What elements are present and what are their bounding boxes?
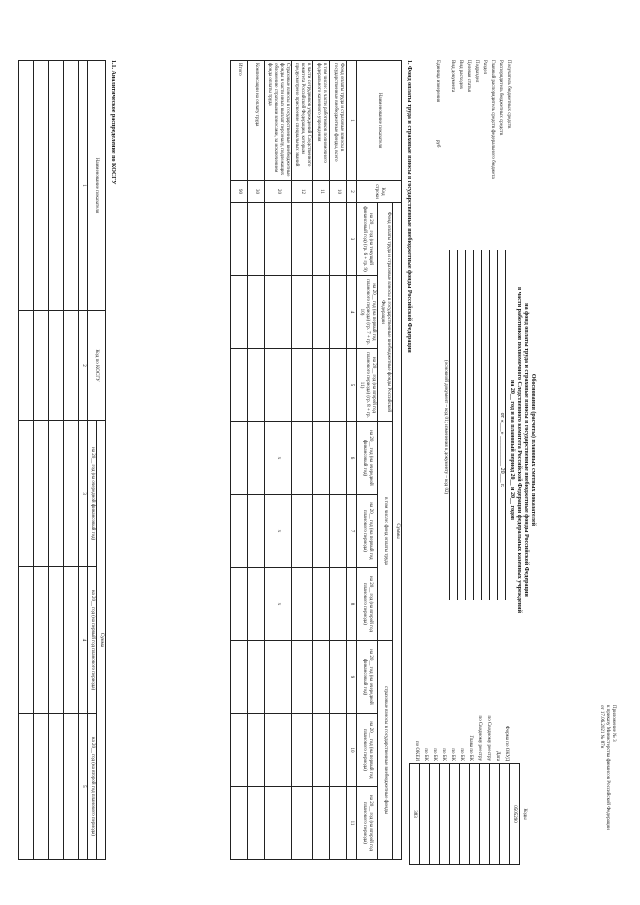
appendix-line-2: к приказу Министерства финансов Российской Федерации [605, 705, 610, 830]
value-cell [292, 349, 313, 422]
code-value [429, 764, 439, 864]
table-row [19, 61, 34, 860]
payroll-table-body [231, 61, 347, 860]
row-name: Страховые взносы в государственные внебюджетные фонды в части иных выплат персоналу, подлежащих обложению страховыми взносами, за исключением фонда оплаты труда [265, 61, 292, 181]
value-cell [292, 568, 313, 641]
table-row [265, 61, 292, 860]
year-header: на 20__ год (на первый год планового периода) (гр. 7 + гр. 10) [357, 276, 378, 349]
field-row [433, 60, 441, 600]
value-cell [313, 641, 330, 714]
code-label: по БК [432, 748, 437, 761]
value-cell [231, 787, 248, 860]
field-label: Главный распорядитель средств федерального бюджета [490, 60, 495, 179]
value-cell [265, 349, 292, 422]
value-cell [313, 422, 330, 495]
value-cell [313, 276, 330, 349]
value-cell [265, 276, 292, 349]
field-label: Целевая статья [466, 60, 471, 92]
value-cell [231, 276, 248, 349]
value-cell [248, 349, 265, 422]
field-line [449, 250, 450, 600]
value-cell [313, 203, 330, 276]
code-label: Дата [495, 751, 500, 761]
codes-labels [412, 651, 511, 761]
value-cell [330, 568, 347, 641]
col-number: 10 [347, 714, 357, 787]
row-code: 90 [231, 181, 248, 203]
codes-box [409, 763, 527, 865]
col-number: 2 [79, 311, 88, 421]
code-value [489, 764, 499, 864]
appendix-line-1: Приложение № 3 [611, 705, 616, 742]
title-line-4: на 20__ год и на плановый период 20__ и 20__ годов [509, 379, 515, 521]
col-kosgu-header: Код по КОСГУ [88, 311, 106, 421]
header-fields [433, 60, 512, 600]
section-1-heading: 1. Фонд оплаты труда и страховые взносы в государственные внебюджетные фонды Российской Федерации [406, 60, 412, 353]
value-cell [330, 349, 347, 422]
value-cell [330, 203, 347, 276]
field-row [496, 60, 504, 600]
col-number: 7 [347, 495, 357, 568]
col-name-header: Наименование показателя [88, 61, 106, 311]
value-cell [292, 276, 313, 349]
table-row [330, 61, 347, 860]
col-number: 3 [347, 203, 357, 276]
value-cell [292, 422, 313, 495]
value-cell [248, 422, 265, 495]
field-row [472, 60, 480, 600]
table-row [248, 61, 265, 860]
value-cell [313, 787, 330, 860]
value-cell [231, 422, 248, 495]
value-cell [265, 203, 292, 276]
table-row [49, 61, 64, 860]
field-label: Подраздел [474, 60, 479, 83]
field-line [497, 250, 498, 600]
payroll-table [230, 60, 402, 860]
year-header: на 20__ год (на второй год планового периода) (гр. 8 + гр. 11) [357, 349, 378, 422]
code-value [499, 764, 509, 864]
value-cell [313, 495, 330, 568]
value-cell [330, 495, 347, 568]
table-row [292, 61, 313, 860]
value-cell [330, 641, 347, 714]
code-label: Глава по БК [468, 735, 473, 761]
value-cell [231, 641, 248, 714]
value-cell [330, 276, 347, 349]
col-number: 5 [347, 349, 357, 422]
table-row [64, 61, 79, 860]
title-line-2: на фонд оплаты труда и страховые взносы в государственные внебюджетные фонды Российской Федерации [523, 303, 529, 597]
doc-type-hint: (основной документ – код 01; изменения к документу – код 02) [443, 360, 448, 495]
sums-header: Суммы [393, 203, 402, 860]
year-header: на 20__ год (на первый год планового периода) [357, 495, 378, 568]
row-name: Фонд оплаты труда и страховые взносы в государственные внебюджетные фонды, всего [330, 61, 347, 181]
value-cell [313, 714, 330, 787]
col-name-header: Наименование показателя [357, 61, 402, 181]
value-cell: x [265, 495, 292, 568]
code-label: по БК [450, 748, 455, 761]
field-row [504, 60, 512, 600]
section-1-1-heading: 1.1. Аналитическое распределение по КОСГУ [110, 60, 116, 185]
code-label: по БК [459, 748, 464, 761]
code-okei: 383 [412, 810, 417, 818]
code-label: Форма по ОКУД [504, 725, 509, 761]
row-code: 20 [265, 181, 292, 203]
title-line-1: Обоснования (расчеты) плановых сметных показателей [530, 373, 536, 527]
year-header: на 20__ год (на первый год планового периода) [88, 567, 97, 713]
fot-label: фонд оплаты труда [383, 524, 388, 565]
value-cell [248, 568, 265, 641]
code-value [459, 764, 469, 864]
year-header: на 20__ год (на очередной финансовый год) [357, 422, 378, 495]
value-cell [313, 568, 330, 641]
table-row [231, 61, 248, 860]
code-okud: 0505290 [509, 764, 519, 864]
value-cell [330, 787, 347, 860]
value-cell [248, 276, 265, 349]
col-number: 1 [79, 61, 88, 311]
value-cell [292, 203, 313, 276]
row-name: в части сотрудников учреждений Следственного комитета Российской Федерации, которым предусмотрено присвоение специальных званий [292, 61, 313, 181]
kosgu-table [18, 60, 106, 860]
field-label: Получатель бюджетных средств [506, 60, 511, 129]
value-cell [231, 495, 248, 568]
col-code-header: Код строки [357, 181, 402, 203]
field-row [448, 60, 456, 600]
value-cell [248, 787, 265, 860]
col-number: 8 [347, 568, 357, 641]
code-label: по Сводному реестру [477, 715, 482, 761]
col-number: 4 [79, 567, 88, 713]
code-label: по БК [423, 748, 428, 761]
value-cell [248, 495, 265, 568]
title-date: от «___» __________ 20___ г. [499, 412, 505, 488]
code-value [449, 764, 459, 864]
row-name: Итого [231, 61, 248, 181]
field-line [481, 250, 482, 600]
value-cell [292, 787, 313, 860]
table-row [34, 61, 49, 860]
fot-group-header [378, 422, 393, 641]
field-label: Распорядитель бюджетных средств [498, 60, 503, 136]
kosgu-table-body [19, 61, 79, 860]
total-group-header: Фонд оплаты труда и страховые взносы в государственные внебюджетные фонды Российской Федерации [378, 203, 393, 422]
unit-value: руб [435, 140, 440, 148]
sums-header: Сумма [97, 421, 106, 860]
value-cell [265, 787, 292, 860]
year-header: на 20__ год (на первый год планового периода) [357, 714, 378, 787]
col-number: 1 [347, 61, 357, 181]
row-name: Компенсации на оплату труда [248, 61, 265, 181]
including-label: в том числе: [383, 497, 388, 524]
col-number: 9 [347, 641, 357, 714]
value-cell [313, 349, 330, 422]
table-row [313, 61, 330, 860]
insurance-group-header: страховые взносы в государственные внебюджетные фонды [378, 641, 393, 860]
code-value [439, 764, 449, 864]
year-header: на 20__ год (на второй год планового периода) [357, 787, 378, 860]
field-line [489, 250, 490, 600]
field-row [456, 60, 464, 600]
value-cell [330, 714, 347, 787]
code-value [479, 764, 489, 864]
col-number: 2 [347, 181, 357, 203]
field-line [473, 250, 474, 600]
code-value [469, 764, 479, 864]
value-cell: x [265, 568, 292, 641]
value-cell [292, 641, 313, 714]
field-row [480, 60, 488, 600]
field-label: Вид расходов [458, 60, 463, 89]
value-cell [231, 568, 248, 641]
title-line-3: в части работников полномочного Следственного комитета Российской Федерации федеральных казенных учреждений [516, 286, 522, 614]
value-cell: x [265, 422, 292, 495]
field-label: Раздел [482, 60, 487, 75]
value-cell [330, 422, 347, 495]
col-number: 4 [347, 276, 357, 349]
field-line [457, 250, 458, 600]
field-row [464, 60, 472, 600]
field-row [488, 60, 496, 600]
value-cell [231, 714, 248, 787]
col-number: 3 [79, 421, 88, 567]
col-number: 6 [347, 422, 357, 495]
row-code: 30 [248, 181, 265, 203]
value-cell [248, 641, 265, 714]
value-cell [292, 495, 313, 568]
row-code: 11 [313, 181, 330, 203]
year-header: на 20__ год (на второй год планового периода) [88, 713, 97, 859]
year-header: на 20__ год (на очередной финансовый год) [88, 421, 97, 567]
appendix-line-3: от 17.06.2021 № 87н [599, 705, 604, 749]
value-cell [231, 349, 248, 422]
row-name: в том числе: в части работников полномочного федерального казенного учреждения [313, 61, 330, 181]
appendix-note [598, 705, 616, 865]
year-header: на 20__ год (на текущий финансовый год) (гр. 6 + гр. 9) [357, 203, 378, 276]
col-number: 5 [79, 713, 88, 859]
codes-header: Коды [522, 808, 527, 820]
value-cell [292, 714, 313, 787]
row-code: 12 [292, 181, 313, 203]
value-cell [231, 203, 248, 276]
code-label: по Сводному реестру [486, 715, 491, 761]
field-line [505, 250, 506, 600]
value-cell [265, 714, 292, 787]
field-label: Единица измерения [435, 60, 440, 103]
col-number: 11 [347, 787, 357, 860]
field-line [465, 250, 466, 600]
code-value [419, 764, 429, 864]
year-header: на 20__ год (на очередной финансовый год) [357, 641, 378, 714]
value-cell [248, 714, 265, 787]
code-label: по ОКЕИ [414, 740, 419, 761]
value-cell [248, 203, 265, 276]
year-header: на 20__ год (на второй год планового периода) [357, 568, 378, 641]
code-label: по БК [441, 748, 446, 761]
field-label: Вид документа [450, 60, 455, 93]
value-cell [265, 641, 292, 714]
row-code: 10 [330, 181, 347, 203]
